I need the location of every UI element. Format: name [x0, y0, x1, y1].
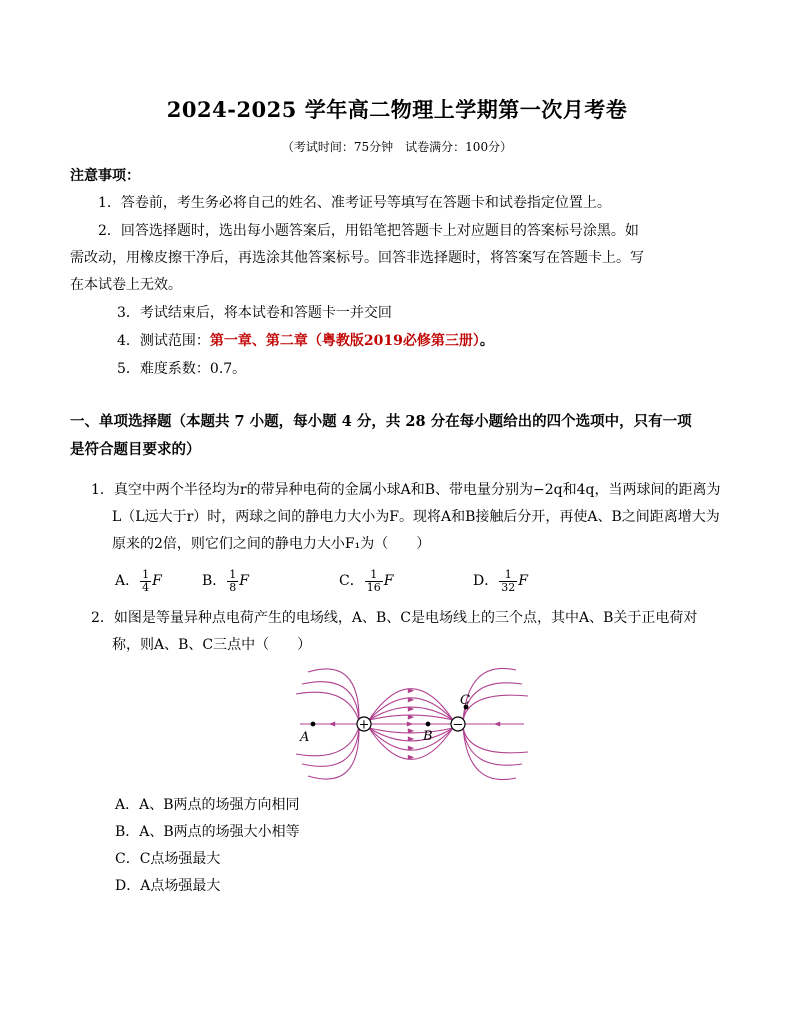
q1-option-d-numerator: 1 [499, 569, 517, 582]
notice-item-3: 3．考试结束后，将本试卷和答题卡一并交回 [117, 305, 392, 321]
q2-option-c[interactable]: C．C点场强最大 [115, 851, 221, 867]
point-b-label: B [423, 729, 433, 744]
q1-option-b[interactable] [202, 569, 249, 593]
q1-option-b-variable: F [239, 573, 250, 590]
positive-sign: + [358, 717, 370, 733]
electric-field-diagram [292, 660, 532, 790]
q1-option-c-fraction [365, 569, 383, 593]
q1-option-c-variable: F [383, 573, 394, 590]
q1-option-c-denominator: 16 [366, 580, 381, 594]
q1-text-line-1: 1．真空中两个半径均为r的带异种电荷的金属小球A和B、带电量分别为−2q和4q，当两球间的距离为 [91, 482, 721, 498]
notice-heading: 注意事项： [70, 168, 140, 184]
q1-option-b-numerator: 1 [229, 568, 237, 581]
q1-option-b-label: B． [202, 573, 227, 590]
q2-option-d[interactable]: D．A点场强最大 [115, 878, 221, 894]
point-a-label: A [300, 730, 310, 745]
q1-option-b-fraction [227, 569, 238, 593]
q1-option-a[interactable] [115, 569, 162, 593]
negative-sign: − [452, 717, 464, 733]
q1-option-a-denominator: 4 [142, 580, 150, 594]
exam-info: （考试时间：75分钟 试卷满分：100分） [281, 140, 513, 154]
q1-option-d-fraction [499, 569, 517, 593]
field-line-outer-right [463, 695, 528, 721]
field-line-outer-left [296, 692, 359, 721]
point-c-label: C [460, 693, 470, 708]
section-1-heading-cont: 是符合题目要求的） [70, 441, 201, 458]
notice-item-5: 5．难度系数：0.7。 [117, 361, 247, 377]
q1-option-c[interactable] [339, 569, 393, 593]
q1-option-a-label: A． [115, 573, 140, 590]
q1-option-b-denominator: 8 [229, 580, 237, 594]
q1-option-c-numerator: 1 [365, 569, 383, 582]
q1-option-c-label: C． [339, 573, 364, 590]
q1-option-a-numerator: 1 [142, 568, 150, 581]
field-line-outer-right [463, 727, 522, 765]
notice-item-4 [117, 333, 494, 350]
q1-option-d-variable: F [518, 573, 528, 590]
notice-item-4-suffix: 。 [479, 333, 494, 349]
q1-text-line-3: 原来的2倍，则它们之间的静电力大小F₁为（ ） [112, 536, 431, 552]
q2-text-line-1: 2．如图是等量异种点电荷产生的电场线，A、B、C是电场线上的三个点，其中A、B关于正电荷对 [91, 610, 698, 626]
test-scope: 第一章、第二章（粤教版2019必修第三册） [209, 333, 480, 349]
q2-text-line-2: 称，则A、B、C三点中（ ） [112, 637, 312, 653]
notice-item-1: 1．答卷前，考生务必将自己的姓名、准考证号等填写在答题卡和试卷指定位置上。 [98, 195, 611, 211]
notice-item-2-line-1: 2．回答选择题时，选出每小题答案后，用铅笔把答题卡上对应题目的答案标号涂黑。如 [98, 223, 639, 239]
q2-option-a[interactable]: A．A、B两点的场强方向相同 [115, 797, 300, 813]
q2-option-b[interactable]: B．A、B两点的场强大小相等 [115, 824, 300, 840]
field-line-outer-left [302, 682, 359, 721]
point-a-dot [311, 722, 316, 727]
notice-item-4-prefix: 4．测试范围： [117, 333, 210, 349]
q1-option-d[interactable] [473, 569, 528, 593]
q1-option-d-denominator: 32 [501, 580, 516, 594]
notice-item-2-line-3: 在本试卷上无效。 [70, 277, 182, 293]
field-line-outer-left [302, 727, 359, 766]
field-line-outer-right [463, 727, 528, 753]
q1-option-a-fraction [140, 569, 151, 593]
q1-text-line-2: L（L远大于r）时，两球之间的静电力大小为F。现将A和B接触后分开，再使A、B之间距离增大为 [112, 509, 720, 525]
q1-option-a-variable: F [152, 573, 162, 590]
section-1-heading: 一、单项选择题（本题共 7 小题，每小题 4 分，共 28 分在每小题给出的四个选项中，只有一项 [70, 413, 692, 430]
point-b-dot [426, 722, 431, 727]
q1-option-d-label: D． [473, 573, 499, 590]
field-line-outer-right [463, 683, 522, 721]
notice-item-2-line-2: 需改动，用橡皮擦干净后，再选涂其他答案标号。回答非选择题时，将答案写在答题卡上。写 [70, 250, 644, 266]
page-title: 2024-2025 学年高二物理上学期第一次月考卷 [166, 97, 628, 122]
